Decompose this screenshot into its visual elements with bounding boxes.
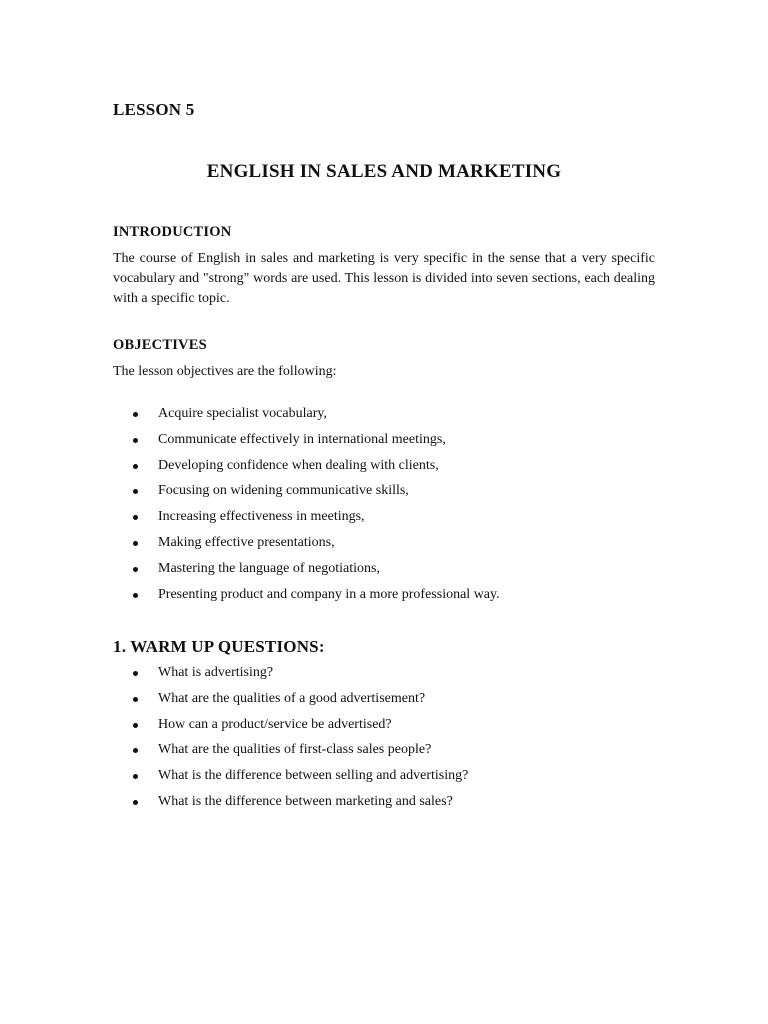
lesson-label: LESSON 5 [113, 100, 195, 119]
bullet-icon [133, 464, 138, 469]
bullet-icon [133, 412, 138, 417]
objective-text: Communicate effectively in international meetings, [158, 431, 446, 447]
bullet-icon [133, 593, 138, 598]
question-item [113, 740, 673, 766]
bullet-icon [133, 748, 138, 753]
question-text: What are the qualities of a good advertisement? [158, 690, 426, 706]
bullet-icon [133, 800, 138, 805]
question-text: What is advertising? [158, 665, 274, 680]
objective-text: Mastering the language of negotiations, [158, 560, 380, 576]
document-title: ENGLISH IN SALES AND MARKETING [206, 161, 562, 182]
objective-item [113, 585, 673, 611]
question-item [113, 715, 673, 741]
bullet-icon [133, 541, 138, 546]
objective-text: Increasing effectiveness in meetings, [158, 509, 365, 525]
question-item [113, 663, 673, 689]
objective-item [113, 559, 673, 585]
objective-item [113, 533, 673, 559]
question-text: What is the difference between marketing and sales? [158, 793, 453, 809]
objective-item [113, 507, 673, 533]
introduction-heading: INTRODUCTION [113, 224, 232, 240]
objective-text: Developing confidence when dealing with clients, [158, 457, 439, 473]
objective-item [113, 404, 673, 430]
objective-text: Focusing on widening communicative skills, [158, 483, 409, 499]
bullet-icon [133, 723, 138, 728]
question-text: What is the difference between selling and advertising? [158, 768, 469, 784]
introduction-paragraph: The course of English in sales and marketing is very specific in the sense that a very specific vocabulary and "strong" words are used. This lesson is divided into seven sections, each dealing with a specific topic. [113, 251, 655, 306]
warm-up-questions-list [113, 663, 673, 818]
objective-text: Making effective presentations, [158, 534, 335, 550]
question-item [113, 689, 673, 715]
question-item [113, 792, 673, 818]
objective-text: Acquire specialist vocabulary, [158, 406, 327, 421]
question-text: How can a product/service be advertised? [158, 716, 392, 732]
bullet-icon [133, 489, 138, 494]
objective-text: Presenting product and company in a more professional way. [158, 586, 500, 602]
bullet-icon [133, 671, 138, 676]
objective-item [113, 430, 673, 456]
bullet-icon [133, 515, 138, 520]
question-text: What are the qualities of first-class sales people? [158, 742, 432, 758]
warm-up-heading: 1. WARM UP QUESTIONS: [113, 637, 325, 656]
bullet-icon [133, 567, 138, 572]
objective-item [113, 456, 673, 482]
objectives-lead: The lesson objectives are the following: [113, 364, 337, 379]
bullet-icon [133, 774, 138, 779]
objectives-heading: OBJECTIVES [113, 337, 207, 353]
objective-item [113, 481, 673, 507]
objectives-list [113, 404, 673, 610]
bullet-icon [133, 697, 138, 702]
question-item [113, 766, 673, 792]
bullet-icon [133, 438, 138, 443]
